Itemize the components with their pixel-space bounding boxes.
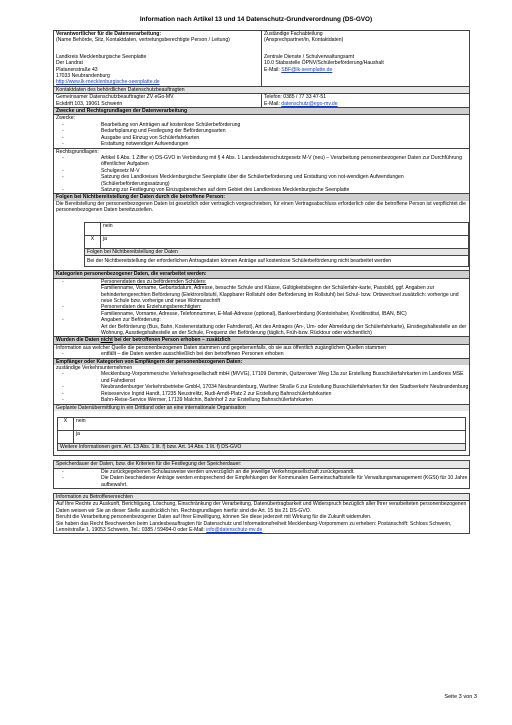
page-number: Seite 3 von 3 bbox=[444, 694, 477, 700]
rights-text: Auf Ihre Rechte zu Auskunft, Berichtigung, Löschung, Einschränkung der Verarbeitung, Datenübertragbarkeit und Widerspruch bezüglich aller Ihrer verarbeiteten personenbezogenen Daten weisen wir Sie an dieser Stelle ausdrücklich hin. Rechtsgrundlagen hierfür sind die Art. 15 bis 21 DS-GVO. bbox=[54, 500, 469, 514]
list-item: - Ausgabe und Einzug von Schülerfahrkarten bbox=[62, 135, 469, 141]
list-item: - Mecklenburg-Vorpommersche Verkehrsgesellschaft mbH (MVVG), 17109 Demmin, Quitzerower Weg 13a zur Erstellung Busschülerfahrkarten im Landkreis MSE und Fahrdienst bbox=[62, 371, 469, 384]
list-item: - Satzung des Landkreises Mecklenburgische Seenplatte über die Schülerbeförderung und Erstattung von not-wendigen Aufwendungen (Schülerbeförderungssatzung) bbox=[62, 174, 469, 187]
recipients-list bbox=[54, 371, 469, 403]
email-label: E-Mail: bbox=[264, 66, 282, 73]
recipients-heading: Empfänger oder Kategorien von Empfängern der personenbezogenen Daten: bbox=[54, 359, 469, 365]
department-heading: Zuständige Fachabteilung bbox=[264, 31, 323, 37]
retention-heading: Speicherdauer der Daten, bzw. die Kriterien für die Festlegung der Speicherdauer: bbox=[54, 461, 469, 467]
controller-line: Platanenstraße 43 bbox=[56, 66, 98, 73]
purpose-list bbox=[54, 122, 469, 148]
transfer-more-row bbox=[58, 443, 465, 450]
email-label: E-Mail: bbox=[264, 100, 282, 107]
dso-email-link[interactable]: datenschutz@ego-mv.de bbox=[281, 100, 338, 107]
source-list bbox=[54, 351, 469, 357]
categories-heading: Kategorien personenbezogener Daten, die verarbeitet werden: bbox=[54, 271, 469, 277]
consequences-detail-row bbox=[85, 255, 468, 266]
list-item: - Neubrandenburger Verkehrsbetriebe GmbH, 17034 Neubrandenburg, Warliner Straße 6 zur Erstellung Busschülerfahrkarten für den Stadtverkehr Neubrandenburg bbox=[62, 384, 469, 390]
transfer-option-no[interactable] bbox=[58, 417, 465, 430]
dso-line: Eckdrift 103, 19061 Schwerin bbox=[56, 100, 123, 107]
consequences-label-row bbox=[85, 248, 468, 255]
consequences-heading: Folgen bei Nichtbereitstellung der Daten durch die betroffene Person: bbox=[54, 194, 469, 200]
consequences-detail: Bei der Nichtbereitstellung der erforderlichen Antragsdaten können Anträge auf kostenlose Schülerbeförderung nicht bearbeitet werden bbox=[87, 257, 392, 264]
list-item: - Bearbeitung von Anträgen auf kostenlose Schülerbeförderung bbox=[62, 122, 469, 128]
retention-list bbox=[54, 468, 469, 488]
recipients-section bbox=[53, 359, 470, 405]
transfer-yes-label: ja bbox=[76, 430, 80, 437]
department-line: Zentrale Dienste / Schulverwaltungsamt bbox=[264, 53, 355, 60]
option-yes[interactable] bbox=[85, 235, 468, 248]
rights-heading: Information zu Betroffenenrechten bbox=[54, 494, 469, 500]
list-item: - Die Daten beschiedener Anträge werden entsprechend der Empfehlungen der Kommunalen Gemeinschaftsstelle für Verwaltungsmanagement (KGSt) für 10 Jahre aufbewahrt. bbox=[62, 475, 469, 488]
source-heading: Wurden die Daten nicht bei der betroffenen Person erhoben – zusätzlich bbox=[54, 337, 469, 343]
purpose-subheading: Zwecke: bbox=[54, 114, 469, 121]
list-item: - Personendaten des Erziehungsberechtigten: Familienname, Vorname, Adresse, Telefonnummer, E-Mail-Adresse (optional), Bankverbindung (Kontoinhaber, Kreditinstitut, IBAN, BIC) bbox=[62, 304, 469, 317]
consequences-label: Folgen bei Nichtbereitstellung der Daten bbox=[85, 249, 468, 255]
purpose-section bbox=[53, 108, 470, 194]
list-item: - Satzung zur Festlegung von Einzugsbereichen auf dem Gebiet des Landkreises Mecklenburgische Seenplatte bbox=[62, 187, 469, 193]
website-link[interactable]: http://www.lk-mecklenburgische-seenplatte.de bbox=[56, 79, 160, 86]
transfer-no-checkbox[interactable]: X bbox=[58, 418, 74, 430]
department-subheading: (Ansprechpartner/in, Kontaktdaten) bbox=[264, 37, 344, 44]
option-no-label: nein bbox=[103, 222, 113, 229]
controller-section bbox=[53, 30, 470, 87]
controller-heading: Verantwortlicher für die Datenverarbeitung: bbox=[56, 31, 162, 37]
option-no-checkbox[interactable] bbox=[85, 223, 101, 235]
list-item: - Schulgesetz M-V bbox=[62, 168, 469, 174]
recipients-subheading: zuständige Verkehrsunternehmen bbox=[56, 365, 133, 372]
list-item: - Bedarfsplanung und Festlegung der Beförderungsarten bbox=[62, 128, 469, 134]
consequences-section bbox=[53, 194, 470, 271]
dso-line: Gemeinsamer Datenschutzbeauftragter ZV eGo-MV bbox=[56, 94, 174, 101]
list-item: - Erstattung notwendiger Aufwendungen bbox=[62, 141, 469, 147]
source-subheading: Information aus welcher Quelle die personenbezogenen Daten stammen und gegebenenfalls, ob sie aus öffentlich zugänglichen Quellen stammen bbox=[54, 344, 469, 351]
rights-text: Beruht die Verarbeitung personenbezogener Daten auf Ihrer Einwilligung, können Sie diese jederzeit mit Wirkung für die Zukunft widerrufen. bbox=[56, 514, 372, 521]
department-line: 10.0 Stabsstelle ÖPNV/Schülerbeförderung/Haushalt bbox=[264, 60, 384, 67]
dso-section bbox=[53, 87, 470, 108]
page-title: Information nach Artikel 13 und 14 Datenschutz-Grundverordnung (DS-GVO) bbox=[139, 16, 373, 23]
dso-phone: Telefon: 0385 / 77 33 47-51 bbox=[264, 94, 327, 101]
list-item: - Reiseservice Ingrid Handt, 17235 Neustrelitz, Rudi-Arndt-Platz 2 zur Erstellung Bahnschülerfahrkarten bbox=[62, 391, 469, 397]
transfer-no-label: nein bbox=[76, 417, 86, 424]
rights-email-link[interactable]: info@datenschutz-mv.de bbox=[206, 526, 263, 533]
option-yes-checkbox[interactable]: X bbox=[85, 236, 101, 248]
purpose-heading: Zwecke und Rechtsgrundlagen der Datenverarbeitung bbox=[54, 108, 469, 114]
categories-section bbox=[53, 271, 470, 337]
dso-heading: Kontaktdaten des behördlichen Datenschutzbeauftragten bbox=[54, 87, 469, 93]
retention-section bbox=[53, 460, 470, 489]
legal-subheading: Rechtsgrundlagen: bbox=[54, 148, 469, 155]
option-yes-label: ja bbox=[103, 235, 107, 242]
transfer-heading: Geplante Datenübermittlung in ein Drittland oder an eine internationale Organisation bbox=[54, 405, 469, 411]
categories-list bbox=[54, 278, 469, 337]
transfer-section bbox=[53, 405, 470, 457]
transfer-more: Weitere Informationen gem. Art. 13 Abs. 1 lit. f) bzw. Art. 14 Abs. 1 lit. f) DS-GVO bbox=[58, 444, 465, 450]
consequences-text: Die Bereitstellung der personenbezogenen Daten ist gesetzlich oder vertraglich vorgeschrieben, für einen Vertragsabschluss erforderlich oder die betroffene Person ist verpflichtet die personenbezogenen Daten bereitzustellen. bbox=[56, 200, 466, 214]
transfer-option-yes[interactable] bbox=[58, 430, 465, 443]
rights-text: Sie haben das Recht Beschwerden beim Landesbeauftragten für Datenschutz und Informationsfreiheit Mecklenburg-Vorpommern zu erheben: Postanschrift: Schloss Schwerin, Lennéstraße 1, 19053 Schwerin, Tel.: 0385 / 59494-0 oder E-Mail: info@datenschutz-mv.de bbox=[56, 520, 452, 533]
controller-line: 17033 Neubrandenburg bbox=[56, 73, 110, 80]
list-item: - Bahn-Reise-Service Wermer, 17139 Malchin, Bahnhof 2 zur Erstellung Bahnschülerfahrkarten bbox=[62, 397, 469, 403]
department-email-link[interactable]: SBF@lk-seenplatte.de bbox=[281, 66, 333, 73]
option-no[interactable] bbox=[85, 222, 468, 235]
rights-section bbox=[53, 493, 470, 534]
legal-list bbox=[54, 155, 469, 193]
document bbox=[53, 30, 470, 534]
list-item: - Die zurückgegebenen Schulausweise werden unverzüglich an die jeweilige Verkehrsgesellschaft zurückgesandt. bbox=[62, 469, 469, 475]
transfer-yes-checkbox[interactable] bbox=[58, 431, 74, 443]
list-item: - Personendaten des zu befördernden Schülers: Familienname, Vorname, Geburtsdatum, Adresse, besuchte Schule und Klasse, Gültigkeitsbeginn der Schülerfahr-karte, Passbild, ggf. Angaben zur behindertengerechten Beförderung (Elektrorollstuhl, Klappbarer Rollstuhl oder Beförderung im Rollstuhl) bei Schul- bzw. Ortswechsel zusätzlich: vorherige und neue Schule bzw. vorherige und neue Wohnanschrift bbox=[62, 279, 469, 305]
controller-line: Der Landrat bbox=[56, 60, 83, 67]
controller-subheading: (Name Behörde, Sitz, Kontaktdaten, vertretungsberechtigte Person / Leitung) bbox=[56, 37, 230, 44]
list-item: - entfällt – die Daten werden ausschließlich bei den betroffenen Personen erhoben bbox=[62, 351, 469, 357]
list-item: - Artikel 6 Abs. 1 Ziffer e) DS-GVO in Verbindung mit § 4 Abs. 1 Landesdatenschutzgesetz M-V (neu) – Verarbeitung personenbezogener Daten zur Durchführung öffentlicher Aufgaben bbox=[62, 155, 469, 168]
source-section bbox=[53, 337, 470, 358]
list-item: - Angaben zur Beförderung: Art der Beförderung (Bus, Bahn, Kostenerstattung oder Fahrdienst), Art des Antrages (An-, Um- oder Abmeldung der Schülerfahrkarte), Einstiegshaltestelle an der Wohnung, Ausstiegshaltestelle an der Schule, Frequenz der Beförderung (täglich, Früh-bzw. Rücktour oder wöchentlich) bbox=[62, 317, 469, 336]
controller-line: Landkreis Mecklenburgische Seenplatte bbox=[56, 53, 147, 60]
